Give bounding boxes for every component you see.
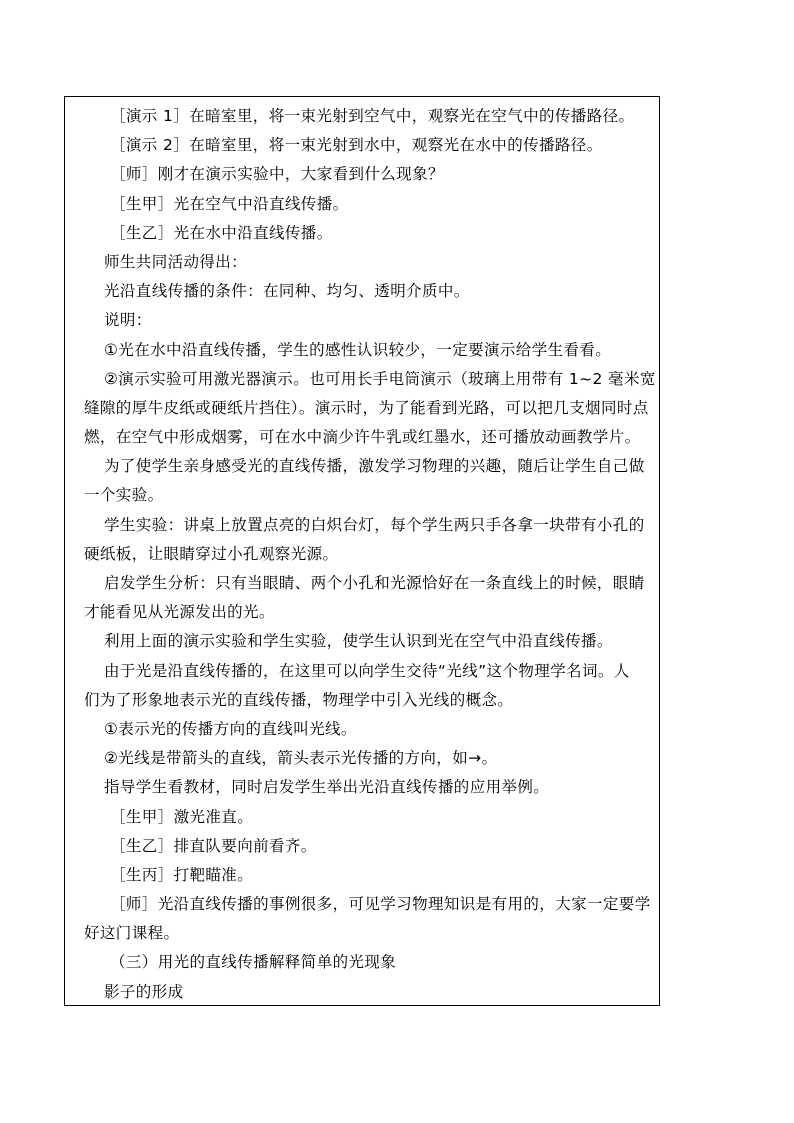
text-line: 缝隙的厚牛皮纸或硬纸片挡住）。演示时，为了能看到光路，可以把几支烟同时点 — [84, 398, 649, 417]
text-line: 启发学生分析：只有当眼睛、两个小孔和光源恰好在一条直线上的时候，眼睛 — [104, 574, 645, 592]
text-line: ①光在水中沿直线传播，学生的感性认识较少，一定要演示给学生看看。 — [104, 340, 612, 359]
text-line: 指导学生看教材，同时启发学生举出光沿直线传播的应用举例。 — [104, 778, 550, 797]
text-line: ［生乙］光在水中沿直线传播。 — [110, 223, 333, 242]
text-line: 为了使学生亲身感受光的直线传播，激发学习物理的兴趣，随后让学生自己做 — [104, 457, 645, 476]
text-line: 硬纸板，让眼睛穿过小孔观察光源。 — [84, 544, 339, 563]
text-line: 才能看见从光源发出的光。 — [84, 603, 275, 622]
text-line: 学生实验：讲桌上放置点亮的白炽台灯，每个学生两只手各拿一块带有小孔的 — [104, 515, 645, 534]
text-line: 利用上面的演示实验和学生实验，使学生认识到光在空气中沿直线传播。 — [104, 632, 613, 651]
text-line: 由于光是沿直线传播的，在这里可以向学生交待“光线”这个物理学名词。人 — [104, 661, 630, 680]
text-line: 师生共同活动得出： — [104, 252, 248, 271]
text-line: ①表示光的传播方向的直线叫光线。 — [104, 719, 357, 738]
text-line: 好这门课程。 — [84, 924, 180, 943]
text-line: ②光线是带箭头的直线，箭头表示光传播的方向，如→。 — [104, 749, 498, 768]
text-line: ②演示实验可用激光器演示。也可用长手电筒演示（玻璃上用带有 1~2 毫米宽 — [104, 369, 656, 388]
text-line: 光沿直线传播的条件：在同种、均匀、透明介质中。 — [104, 282, 470, 301]
lesson-text — [84, 102, 656, 1007]
text-line: ［生乙］排直队要向前看齐。 — [110, 836, 317, 855]
text-line: ［演示 1］在暗室里，将一束光射到空气中，观察光在空气中的传播路径。 — [110, 107, 635, 125]
text-line: 影子的形成 — [104, 982, 184, 1001]
text-line: ［生丙］打靶瞄准。 — [110, 865, 254, 884]
text-line: 燃，在空气中形成烟雾，可在水中滴少许牛乳或红墨水，还可播放动画教学片。 — [84, 428, 641, 447]
text-line: 一个实验。 — [84, 486, 164, 505]
text-line: 说明： — [104, 311, 152, 330]
text-line: ［师］光沿直线传播的事例很多，可见学习物理知识是有用的，大家一定要学 — [110, 895, 651, 914]
text-line: ［演示 2］在暗室里，将一束光射到水中，观察光在水中的传播路径。 — [110, 136, 603, 155]
text-line: ［师］刚才在演示实验中，大家看到什么现象？ — [110, 165, 444, 184]
text-line: 们为了形象地表示光的直线传播，物理学中引入光线的概念。 — [84, 690, 514, 709]
text-line: ［生甲］激光准直。 — [110, 807, 254, 826]
text-line: ［生甲］光在空气中沿直线传播。 — [110, 194, 349, 213]
text-line: （三）用光的直线传播解释简单的光现象 — [110, 953, 397, 972]
